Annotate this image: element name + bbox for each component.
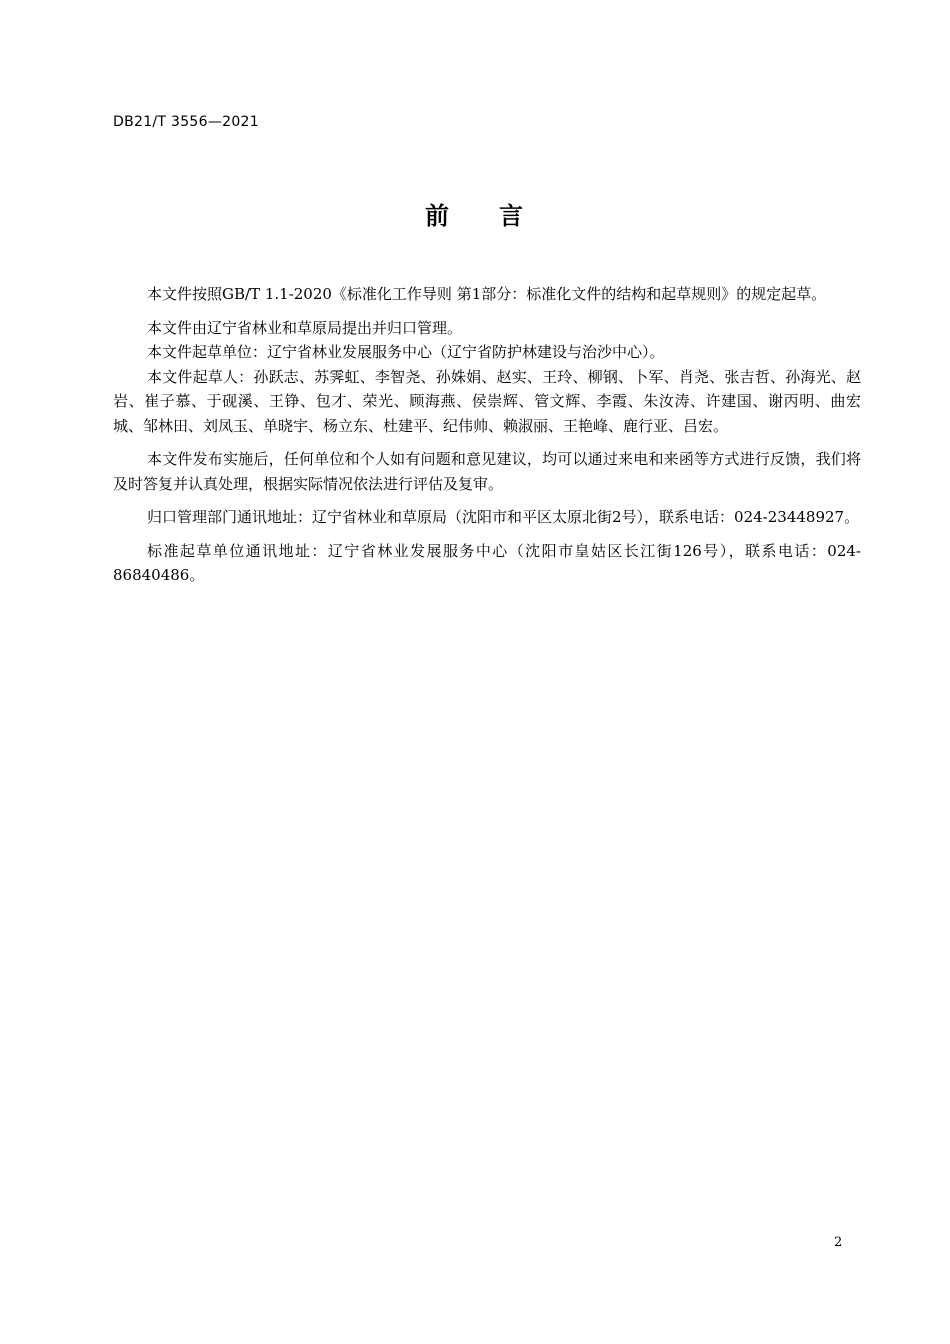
- foreword-body: [113, 282, 861, 588]
- title-part-1: 前: [425, 202, 451, 230]
- paragraph-feedback: 本文件发布实施后，任何单位和个人如有问题和意见建议，均可以通过来电和来函等方式进行反馈，我们将及时答复并认真处理，根据实际情况依法进行评估及复审。: [113, 450, 861, 493]
- paragraph-drafters: 本文件起草人：孙跃志、苏霁虹、李智尧、孙姝娟、赵实、王玲、柳钢、卜军、肖尧、张吉哲、孙海光、赵岩、崔子慕、于砚溪、王铮、包才、荣光、顾海燕、侯崇辉、管文辉、李霞、朱汝涛、许建国、谢丙明、曲宏城、邹林田、刘凤玉、单晓宇、杨立东、杜建平、纪伟帅、赖淑丽、王艳峰、鹿行亚、吕宏。: [113, 367, 861, 435]
- paragraph-authority-contact: 归口管理部门通讯地址：辽宁省林业和草原局（沈阳市和平区太原北街2号），联系电话：024-23448927。: [147, 508, 860, 526]
- paragraph-drafter-contact: 标准起草单位通讯地址：辽宁省林业发展服务中心（沈阳市皇姑区长江街126号），联系电话：024-86840486。: [113, 541, 861, 584]
- title-part-2: 言: [499, 202, 525, 230]
- paragraph-drafting-unit: 本文件起草单位：辽宁省林业发展服务中心（辽宁省防护林建设与治沙中心）。: [147, 343, 665, 361]
- page-title: [0, 196, 950, 231]
- document-code: DB21/T 3556—2021: [113, 114, 259, 130]
- page-number: 2: [834, 1235, 843, 1250]
- paragraph-proposer: 本文件由辽宁省林业和草原局提出并归口管理。: [147, 318, 463, 337]
- paragraph-drafting-rules: 本文件按照GB/T 1.1-2020《标准化工作导则 第1部分：标准化文件的结构和起草规则》的规定起草。: [147, 285, 827, 303]
